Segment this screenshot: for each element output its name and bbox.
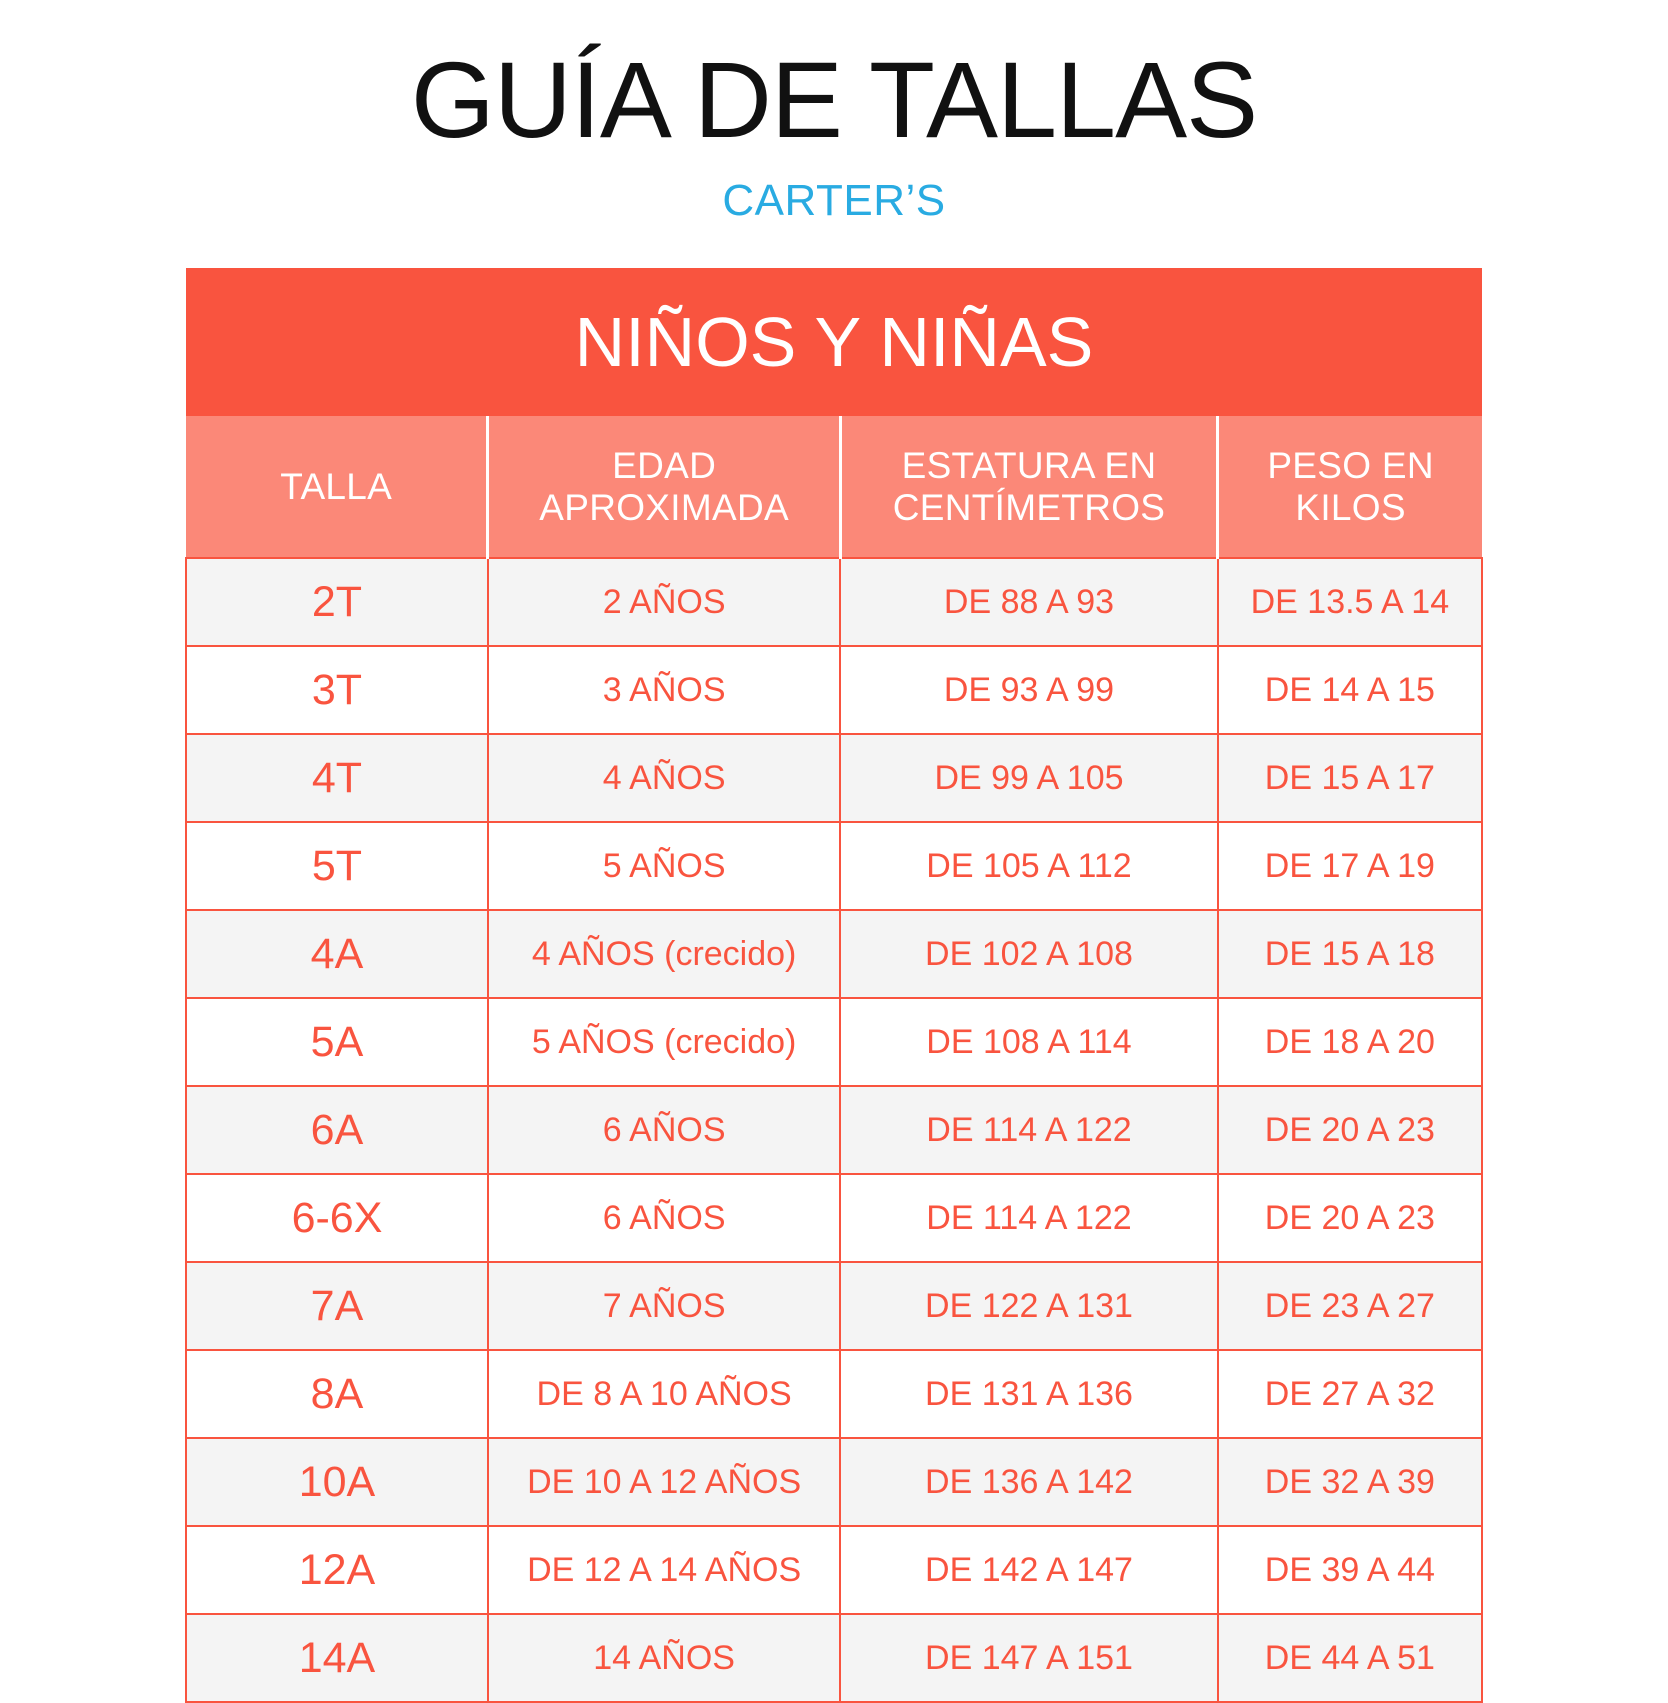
cell-peso: DE 13.5 A 14: [1218, 558, 1482, 646]
table-row: [186, 734, 1482, 822]
cell-edad: 2 AÑOS: [488, 558, 840, 646]
cell-peso: DE 23 A 27: [1218, 1262, 1482, 1350]
cell-estatura: DE 108 A 114: [840, 998, 1217, 1086]
table-row: [186, 822, 1482, 910]
cell-edad: DE 8 A 10 AÑOS: [488, 1350, 840, 1438]
table-row: [186, 1350, 1482, 1438]
cell-edad: 5 AÑOS (crecido): [488, 998, 840, 1086]
cell-talla: 2T: [186, 558, 488, 646]
cell-talla: 8A: [186, 1350, 488, 1438]
table-row: [186, 646, 1482, 734]
table-row: [186, 998, 1482, 1086]
cell-talla: 12A: [186, 1526, 488, 1614]
cell-estatura: DE 122 A 131: [840, 1262, 1217, 1350]
cell-estatura: DE 102 A 108: [840, 910, 1217, 998]
cell-estatura: DE 114 A 122: [840, 1174, 1217, 1262]
cell-peso: DE 18 A 20: [1218, 998, 1482, 1086]
cell-estatura: DE 114 A 122: [840, 1086, 1217, 1174]
cell-talla: 4T: [186, 734, 488, 822]
table-head: [186, 268, 1482, 558]
cell-estatura: DE 88 A 93: [840, 558, 1217, 646]
cell-estatura: DE 105 A 112: [840, 822, 1217, 910]
cell-estatura: DE 142 A 147: [840, 1526, 1217, 1614]
cell-estatura: DE 136 A 142: [840, 1438, 1217, 1526]
table-row: [186, 1438, 1482, 1526]
cell-peso: DE 15 A 18: [1218, 910, 1482, 998]
table-header-row: [186, 416, 1482, 558]
cell-peso: DE 20 A 23: [1218, 1174, 1482, 1262]
cell-talla: 5T: [186, 822, 488, 910]
cell-talla: 6-6X: [186, 1174, 488, 1262]
cell-edad: 5 AÑOS: [488, 822, 840, 910]
cell-talla: 10A: [186, 1438, 488, 1526]
cell-peso: DE 15 A 17: [1218, 734, 1482, 822]
cell-talla: 5A: [186, 998, 488, 1086]
cell-edad: 6 AÑOS: [488, 1086, 840, 1174]
cell-edad: 14 AÑOS: [488, 1614, 840, 1702]
cell-talla: 14A: [186, 1614, 488, 1702]
column-header-edad: EDAD APROXIMADA: [488, 416, 840, 558]
table-row: [186, 558, 1482, 646]
brand-name: CARTER’S: [722, 176, 946, 225]
table-banner-row: [186, 268, 1482, 416]
cell-edad: 6 AÑOS: [488, 1174, 840, 1262]
cell-talla: 6A: [186, 1086, 488, 1174]
cell-edad: 7 AÑOS: [488, 1262, 840, 1350]
table-body: [186, 558, 1482, 1702]
cell-talla: 4A: [186, 910, 488, 998]
column-header-talla: TALLA: [186, 416, 488, 558]
table-banner: NIÑOS Y NIÑAS: [186, 268, 1482, 416]
size-table-container: [185, 268, 1483, 1703]
table-row: [186, 1526, 1482, 1614]
cell-peso: DE 17 A 19: [1218, 822, 1482, 910]
cell-estatura: DE 99 A 105: [840, 734, 1217, 822]
cell-peso: DE 32 A 39: [1218, 1438, 1482, 1526]
cell-edad: DE 10 A 12 AÑOS: [488, 1438, 840, 1526]
cell-estatura: DE 93 A 99: [840, 646, 1217, 734]
page-title: GUÍA DE TALLAS: [410, 39, 1258, 160]
cell-edad: DE 12 A 14 AÑOS: [488, 1526, 840, 1614]
cell-edad: 4 AÑOS: [488, 734, 840, 822]
table-row: [186, 910, 1482, 998]
column-header-estatura: ESTATURA EN CENTÍMETROS: [840, 416, 1217, 558]
cell-estatura: DE 131 A 136: [840, 1350, 1217, 1438]
cell-peso: DE 27 A 32: [1218, 1350, 1482, 1438]
column-header-peso: PESO EN KILOS: [1218, 416, 1482, 558]
table-row: [186, 1614, 1482, 1702]
table-row: [186, 1086, 1482, 1174]
cell-peso: DE 20 A 23: [1218, 1086, 1482, 1174]
cell-peso: DE 14 A 15: [1218, 646, 1482, 734]
cell-peso: DE 39 A 44: [1218, 1526, 1482, 1614]
size-table: [185, 268, 1483, 1703]
cell-estatura: DE 147 A 151: [840, 1614, 1217, 1702]
table-row: [186, 1174, 1482, 1262]
table-row: [186, 1262, 1482, 1350]
cell-edad: 3 AÑOS: [488, 646, 840, 734]
cell-edad: 4 AÑOS (crecido): [488, 910, 840, 998]
cell-talla: 3T: [186, 646, 488, 734]
cell-peso: DE 44 A 51: [1218, 1614, 1482, 1702]
cell-talla: 7A: [186, 1262, 488, 1350]
